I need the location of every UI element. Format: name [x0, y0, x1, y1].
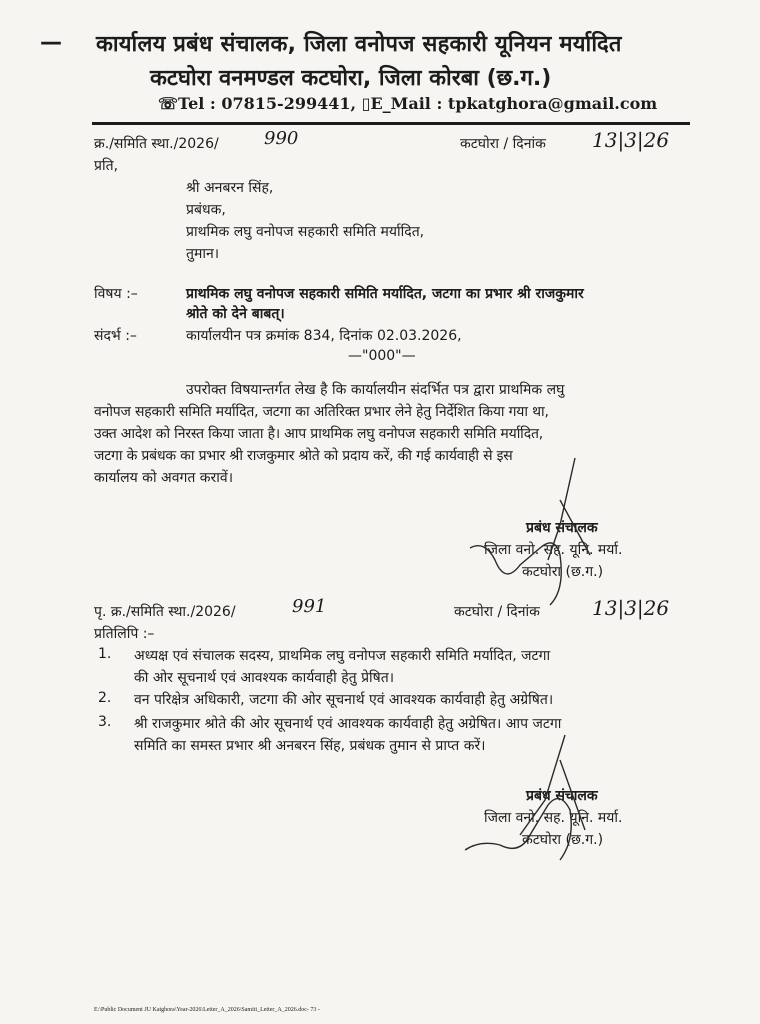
telephone-info: ☏Tel : 07815-299441,: [158, 94, 357, 113]
subject-line1: प्राथमिक लघु वनोपज सहकारी समिति मर्यादित, जटगा का प्रभार श्री राजकुमार: [186, 286, 584, 302]
letter-place-date-label: कटघोरा / दिनांक: [460, 136, 546, 152]
body-line-1: उपरोक्त विषयान्तर्गत लेख है कि कार्यालयीन संदर्भित पत्र द्वारा प्राथमिक लघु: [186, 382, 565, 398]
cc-item-num: 3.: [98, 714, 112, 730]
addressee-org: प्राथमिक लघु वनोपज सहकारी समिति मर्यादित,: [186, 224, 425, 240]
signatory-title: प्रबंध संचालक: [526, 520, 598, 536]
header-rule: [92, 122, 690, 125]
cc-item-line: श्री राजकुमार श्रोते की ओर सूचनार्थ एवं आवश्यक कार्यवाही हेतु अग्रेषित। आप जटगा: [134, 716, 562, 732]
addressee-name: श्री अनबरन सिंह,: [186, 180, 274, 196]
email-info: ▯E_Mail : tpkatghora@gmail.com: [361, 94, 658, 113]
cc-label: प्रतिलिपि :–: [94, 626, 155, 642]
body-line-3: उक्त आदेश को निरस्त किया जाता है। आप प्राथमिक लघु वनोपज सहकारी समिति मर्यादित,: [94, 426, 544, 442]
subject-label: विषय :–: [94, 286, 138, 302]
addressee-place: तुमान।: [186, 246, 220, 262]
to-label: प्रति,: [94, 158, 119, 174]
contact-line: [158, 94, 657, 113]
copy-signatory-place: कटघोरा (छ.ग.): [522, 832, 604, 848]
letter-ref-label: क्र./समिति स्था./2026/: [94, 136, 219, 152]
copy-signatory-org: जिला वनो. सह. यूनि. मर्या.: [484, 810, 623, 826]
addressee-designation: प्रबंधक,: [186, 202, 226, 218]
cc-item-line: की ओर सूचनार्थ एवं आवश्यक कार्यवाही हेतु प्रेषित।: [134, 670, 395, 686]
copy-date: 13|3|26: [592, 596, 670, 620]
separator-mark: —"000"—: [348, 348, 416, 364]
copy-signatory-title: प्रबंध संचालक: [526, 788, 598, 804]
reference-label: संदर्भ :–: [94, 328, 137, 344]
office-title-line1: कार्यालय प्रबंध संचालक, जिला वनोपज सहकारी यूनियन मर्यादित: [96, 32, 622, 57]
body-line-5: कार्यालय को अवगत करावें।: [94, 470, 234, 486]
subject-line2: श्रोते को देने बाबत्।: [186, 306, 285, 322]
copy-place-date-label: कटघोरा / दिनांक: [454, 604, 540, 620]
cc-item-num: 2.: [98, 690, 112, 706]
signatory-org: जिला वनो. सह. यूनि. मर्या.: [484, 542, 623, 558]
cc-item-line: अध्यक्ष एवं संचालक सदस्य, प्राथमिक लघु वनोपज सहकारी समिति मर्यादित, जटगा: [134, 648, 551, 664]
body-line-4: जटगा के प्रबंधक का प्रभार श्री राजकुमार श्रोते को प्रदाय करें, की गई कार्यवाही से इस: [94, 448, 513, 464]
body-line-2: वनोपज सहकारी समिति मर्यादित, जटगा का अतिरिक्त प्रभार लेने हेतु निर्देशित किया गया था,: [94, 404, 549, 420]
copy-ref-label: पृ. क्र./समिति स्था./2026/: [94, 604, 236, 620]
cc-item-line: वन परिक्षेत्र अधिकारी, जटगा की ओर सूचनार्थ एवं आवश्यक कार्यवाही हेतु अग्रेषित।: [134, 692, 554, 708]
cc-item-line: समिति का समस्त प्रभार श्री अनबरन सिंह, प्रबंधक तुमान से प्राप्त करें।: [134, 738, 486, 754]
signatory-place: कटघोरा (छ.ग.): [522, 564, 604, 580]
office-title-line2: कटघोरा वनमण्डल कटघोरा, जिला कोरबा (छ.ग.): [150, 66, 552, 91]
margin-dash-mark: —: [40, 30, 62, 55]
cc-item-num: 1.: [98, 646, 112, 662]
letter-ref-number: 990: [264, 128, 299, 149]
reference-text: कार्यालयीन पत्र क्रमांक 834, दिनांक 02.03.2026,: [186, 328, 462, 344]
letter-date: 13|3|26: [592, 128, 670, 152]
copy-ref-number: 991: [292, 596, 327, 617]
file-path-footer: E:\Public Document JU Katghora\Year-2026\Letter_A_2026\Samiti_Letter_A_2026.doc- 73 -: [94, 1007, 320, 1013]
